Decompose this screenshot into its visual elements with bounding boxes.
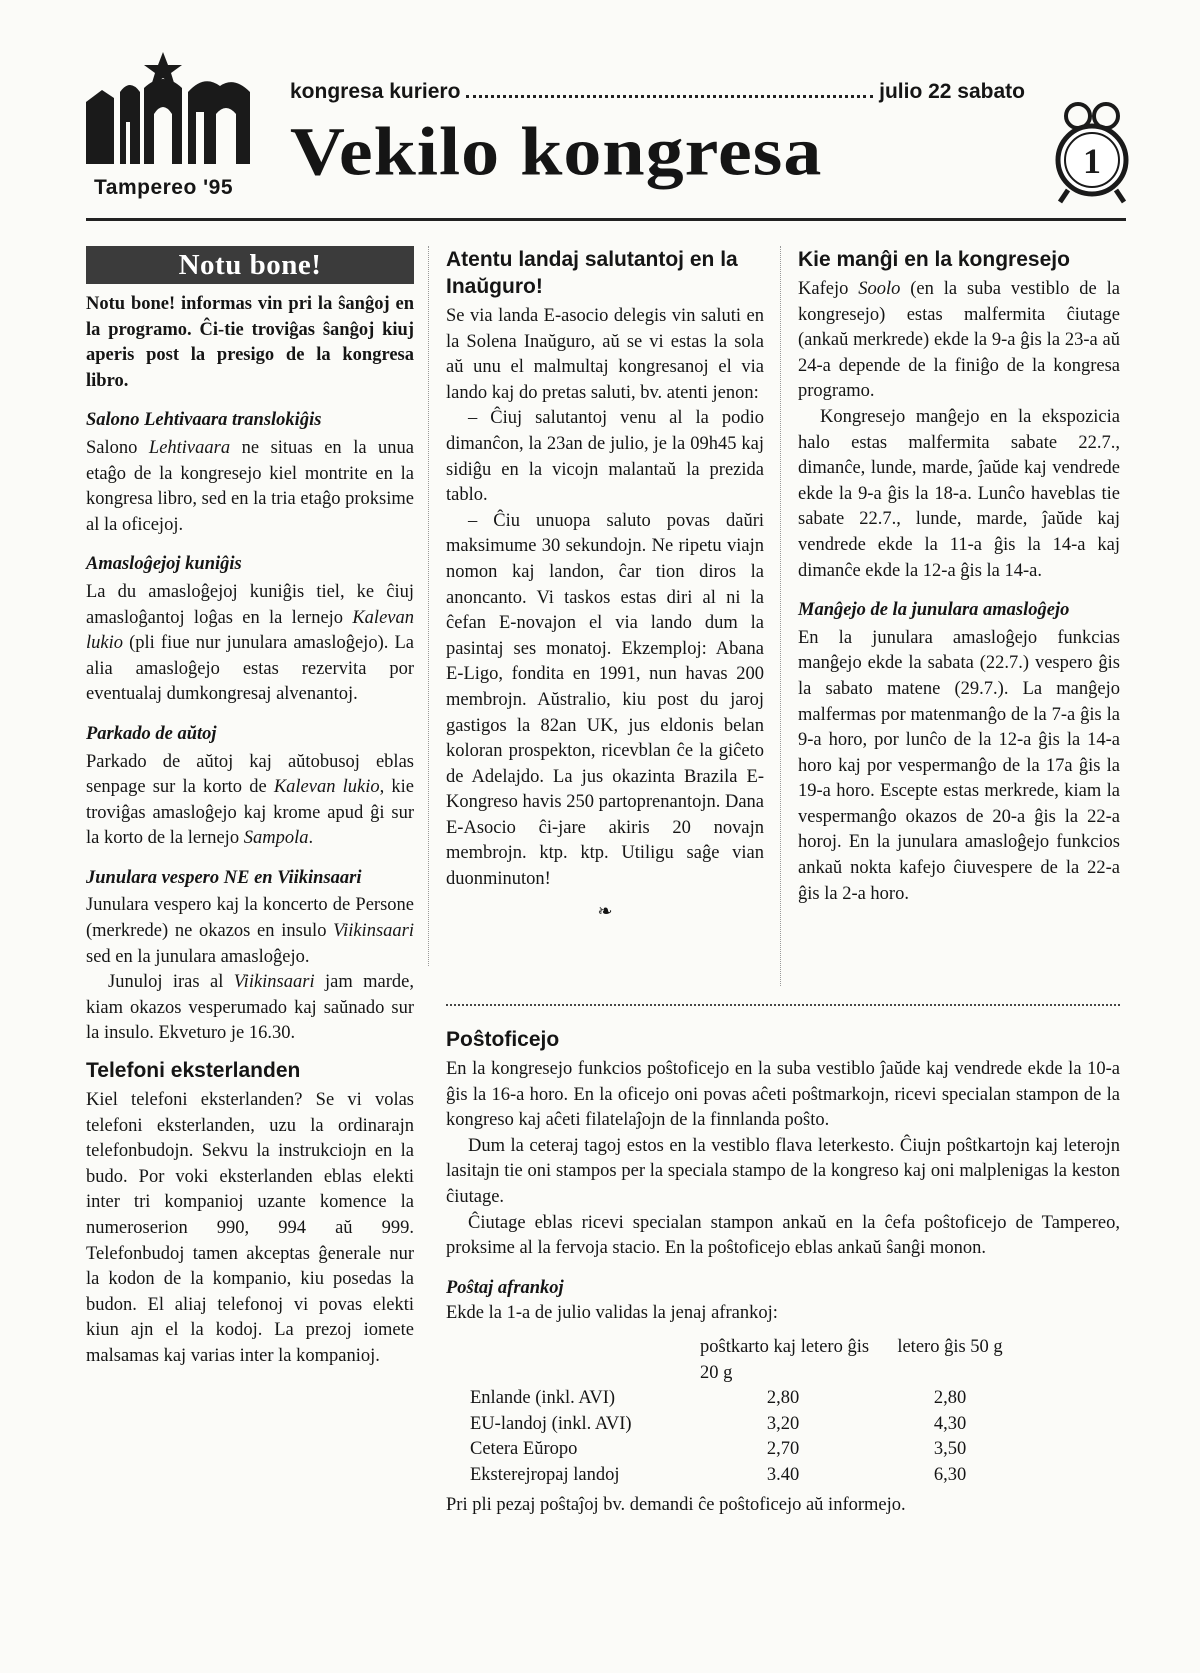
rate-cell: 2,80 (933, 1388, 967, 1409)
section-rule (446, 1004, 1120, 1008)
masthead-rule (86, 218, 1126, 221)
section-heading: Telefoni eksterlanden (86, 1059, 301, 1083)
tampereo-logo-icon (86, 52, 262, 174)
congress-logo (86, 52, 262, 199)
notu-bone-lead: Notu bone! informas vin pri la ŝanĝoj en la programo. Ĉi-tie troviĝas ŝanĝoj kiuj aperis post la presigo de la kongresa libro. (86, 294, 414, 391)
rates-footer: Pri pli pezaj poŝtaĵoj bv. demandi ĉe poŝtoficejo aŭ informejo. (446, 1494, 906, 1515)
section-title: Parkado de aŭtoj (86, 723, 217, 744)
logo-building-right (188, 81, 250, 164)
article-heading: Poŝtoficejo (446, 1028, 560, 1051)
section-title: Manĝejo de la junulara amasloĝejo (798, 600, 1070, 621)
rate-cell: 3,20 (766, 1413, 800, 1434)
destination-cell: Enlande (inkl. AVI) (470, 1388, 616, 1409)
logo-building-left (86, 90, 114, 164)
column-header: poŝtkarto kaj letero ĝis 20 g (700, 1336, 870, 1383)
postage-rates-table (470, 1335, 1030, 1489)
end-mark-icon: ❧ (597, 900, 613, 921)
section-body: Junulara vespero kaj la koncerto de Persone (merkrede) ne okazos en insulo Viikinsaari sed en la junulara amasloĝejo. (86, 895, 414, 967)
article-body: Se via landa E-asocio delegis vin saluti en la Solena Inaŭguro, aŭ se vi estas la sola aŭ unu el malmultaj kongresanoj el via lando kaj do pretas saluti, bv. atenti jenon: (446, 306, 764, 403)
article-body: En la kongresejo funkcios poŝtoficejo en la suba vestiblo ĵaŭde kaj vendrede ekde la 10-a ĝis la 16-a horo. En la oficejo oni povas aĉeti poŝtmarkojn, ricevi specialan stampon de la kongreso kaj aĉeti filatelaĵojn de la finnlanda poŝto. (446, 1059, 1120, 1131)
rate-cell: 3,50 (933, 1439, 967, 1460)
table-header-row (470, 1335, 1030, 1386)
section-title: Amasloĝejoj kuniĝis (86, 554, 242, 575)
table-row (470, 1463, 1030, 1489)
column-salutantoj (446, 246, 764, 924)
section-body: Kiel telefoni eksterlanden? Se vi volas telefoni eksterlanden, uzu la ordinarajn telefonbudojn. Sekvu la instrukciojn en la budo. Por voki eksterlanden eblas elekti inter tri kompanioj uzante komence la numeroserion 990, 994 aŭ 999. Telefonbudoj tamen akceptas ĝenerale nur la kodon de la kompanio, kiu posedas la budon. El aliaj telefonoj vi povas elekti kiun ajn el la kodoj. La prezoj iomete malsamas kaj varias inter la kompanioj. (86, 1090, 414, 1366)
kicker-line (290, 80, 1025, 104)
table-row (470, 1437, 1030, 1463)
column-divider (780, 246, 782, 986)
rates-intro: Ekde la 1-a de julio validas la jenaj afrankoj: (446, 1303, 778, 1324)
column-header: letero ĝis 50 g (897, 1336, 1003, 1357)
destination-cell: Eksterejropaj landoj (470, 1464, 620, 1485)
kicker-dots (466, 95, 873, 98)
section-title: Poŝtaj afrankoj (446, 1277, 564, 1298)
column-mangi (798, 246, 1120, 907)
section-body: Junuloj iras al Viikinsaari jam marde, kiam okazos vesperumado kaj saŭnado sur la insulo. Ekveturo je 16.30. (86, 972, 414, 1044)
article-body: Dum la ceteraj tagoj estos en la vestiblo flava leterkesto. Ĉiujn poŝtkartojn kaj leterojn lasitajn tie oni stampos per la speciala stampo de la kongreso kaj oni malplenigas la keston ĉiutage. (446, 1135, 1120, 1207)
notu-bone-banner: Notu bone! (86, 246, 414, 284)
column-notu-bone (86, 246, 414, 1370)
rate-cell: 4,30 (933, 1413, 967, 1434)
logo-arches (120, 85, 140, 164)
section-body: Parkado de aŭtoj kaj aŭtobusoj eblas senpage sur la korto de Kalevan lukio, kie troviĝas amasloĝejo kaj krome apud ĝi sur la korto de la lernejo Sampola. (86, 751, 414, 849)
issue-number: 1 (1083, 141, 1101, 181)
rate-cell: 2,70 (766, 1439, 800, 1460)
article-body: Kafejo Soolo (en la suba vestiblo de la kongresejo) estas malfermita ĉiutage (ankaŭ merkrede) ekde la 9-a ĝis la 23-a aŭ 24-a depende de la finiĝo de la kongresa programo. (798, 279, 1120, 402)
section-body: La du amasloĝejoj kuniĝis tiel, ke ĉiuj amasloĝantoj loĝas en la lernejo Kalevan lukio (pli fiue nur junulara amasloĝejo). La alia amasloĝejo estas rezervita por eventualaj dumkongresaj alvenantoj. (86, 581, 414, 705)
article-body: – Ĉiu unuopa saluto povas daŭri maksimume 30 sekundojn. Ne ripetu viajn nomon kaj landon, ĉar tion diros la anoncanto. Vi taskos estas diri al ni la ĉefan E-novajon el via lando dum la pasintaj ses monatoj. Ekzemploj: Abana E-Ligo, fondita en 1991, nun havas 200 membrojn. Aŭstralio, kiu post du jaroj gastigos la 82an UK, jus eldonis belan koloran prospekton, ricevblan ĉe la giĉeto de Adelajdo. La jus okazinta Brazila E-Kongreso havis 250 partoprenantojn. Dana E-Asocio ĉi-jare akiris 20 novajn membrojn. ktp. ktp. Utiligu saĝe vian duonminuton! (446, 510, 765, 890)
logo-caption: Tampereo '95 (94, 176, 233, 199)
article-heading: Atentu landaj salutantoj en la Inaŭguro! (446, 248, 738, 298)
rate-cell: 2,80 (766, 1388, 800, 1409)
kicker-date: julio 22 sabato (879, 80, 1025, 103)
article-body: – Ĉiuj salutantoj venu al la podio dimanĉon, la 23an de julio, je la 09h45 kaj sidiĝu en la vicojn malantaŭ la prezida tablo. (446, 408, 764, 506)
article-body: Ĉiutage eblas ricevi specialan stampon ankaŭ en la ĉefa poŝtoficejo de Tampereo, proksime al la fervoja stacio. En la poŝtoficejo eblas ankaŭ ŝanĝi monon. (446, 1212, 1120, 1259)
rate-cell: 3.40 (766, 1464, 800, 1485)
section-title: Junulara vespero NE en Viikinsaari (86, 867, 362, 888)
alarm-clock-icon (1050, 96, 1134, 208)
column-divider (428, 246, 430, 966)
section-title: Salono Lehtivaara translokiĝis (86, 410, 322, 431)
article-postoficejo (446, 1016, 1120, 1518)
table-row (470, 1386, 1030, 1412)
rate-cell: 6,30 (933, 1464, 967, 1485)
destination-cell: EU-landoj (inkl. AVI) (470, 1413, 632, 1434)
destination-cell: Cetera Eŭropo (470, 1439, 578, 1460)
article-heading: Kie manĝi en la kongresejo (798, 248, 1070, 271)
newspaper-title: Vekilo kongresa (290, 114, 823, 190)
table-row (470, 1412, 1030, 1438)
kicker-left: kongresa kuriero (290, 80, 461, 103)
section-body: Salono Lehtivaara ne situas en la unua etaĝo de la kongresejo kiel montrite en la kongresa libro, sed en la tria etaĝo proksime al la oficejoj. (86, 437, 415, 535)
article-body: En la junulara amasloĝejo funkcias manĝejo ekde la sabata (22.7.) vespero ĝis la sabato matene (29.7.). La manĝejo malfermas por matenmanĝo de la 7-a ĝis la 9-a horo, por lunĉo de la 12-a ĝis la 14-a horo kaj por vespermanĝo de la 17a ĝis la 19-a horo. Escepte estas merkrede, kiam la vespermanĝo okazos de 20-a ĝis la 22-a horoj. En la junulara amasloĝejo funkcios ankaŭ nokta kafejo ĉiuvespere de la 22-a ĝis la 2-a horo. (798, 627, 1120, 904)
article-body: Kongresejo manĝejo en la ekspozicia halo estas malfermita sabate 22.7., dimanĉe, lunde, marde, ĵaŭde kaj vendrede ekde la 9-a ĝis la 18-a. Lunĉo haveblas tie sabate 22.7., lunde, marde, ĵaŭde kaj vendrede ekde la 11-a ĝis la 14-a kaj dimanĉe ekde la 12-a ĝis la 14-a. (798, 406, 1120, 581)
